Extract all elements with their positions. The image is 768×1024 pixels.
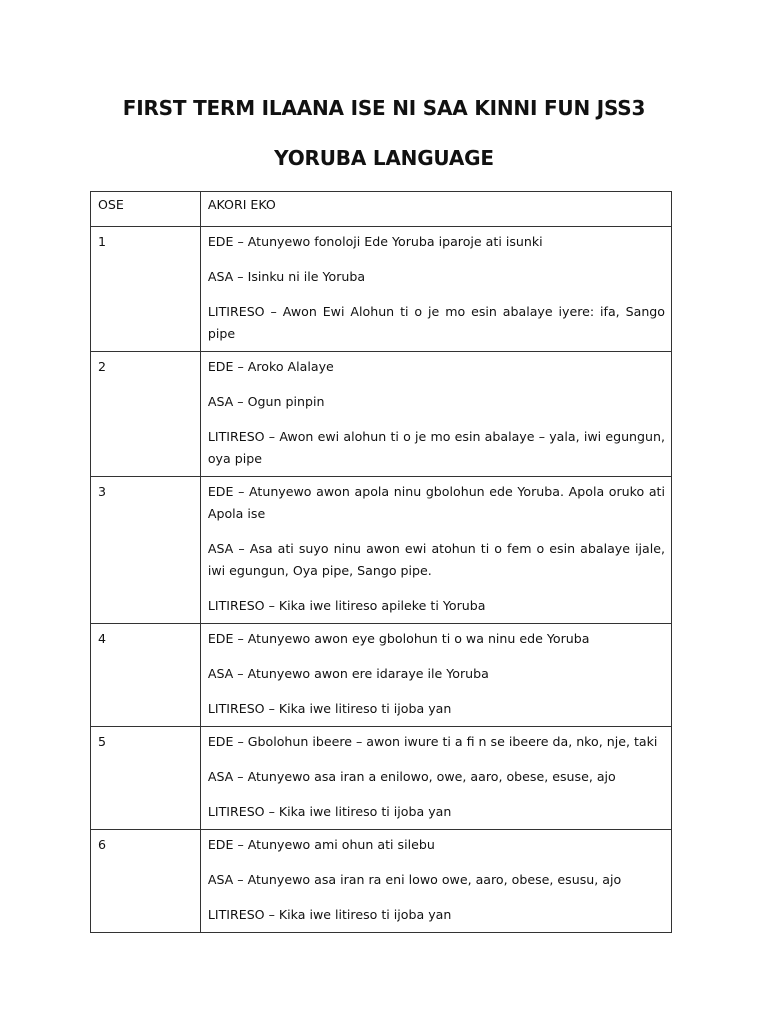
table-row	[91, 227, 672, 352]
topic-ede: EDE – Atunyewo fonoloji Ede Yoruba iparoje ati isunki	[207, 234, 543, 249]
week-cell: 5	[91, 727, 201, 830]
week-cell: 1	[91, 227, 201, 352]
week-cell: 6	[91, 830, 201, 933]
topic-litireso: LITIRESO – Kika iwe litireso ti ijoba yan	[207, 701, 452, 716]
topic-litireso: LITIRESO – Kika iwe litireso ti ijoba yan	[207, 804, 452, 819]
header-week: OSE	[91, 192, 201, 227]
header-topic: AKORI EKO	[200, 192, 671, 227]
table-row	[91, 830, 672, 933]
topic-cell	[200, 352, 671, 477]
table-body	[91, 227, 672, 933]
week-cell: 4	[91, 624, 201, 727]
topic-ede: EDE – Atunyewo ami ohun ati silebu	[207, 837, 435, 852]
week-cell: 2	[91, 352, 201, 477]
week-cell: 3	[91, 477, 201, 624]
topic-cell	[200, 830, 671, 933]
topic-asa: ASA – Atunyewo asa iran a enilowo, owe, aaro, obese, esuse, ajo	[207, 769, 616, 784]
table-row	[91, 727, 672, 830]
topic-litireso: LITIRESO – Awon ewi alohun ti o je mo esin abalaye – yala, iwi egungun, oya pipe	[207, 429, 665, 466]
topic-ede: EDE – Atunyewo awon eye gbolohun ti o wa ninu ede Yoruba	[207, 631, 590, 646]
topic-cell	[200, 727, 671, 830]
topic-asa: ASA – Isinku ni ile Yoruba	[207, 269, 366, 284]
topic-asa: ASA – Atunyewo awon ere idaraye ile Yoruba	[207, 666, 489, 681]
topic-asa: ASA – Atunyewo asa iran ra eni lowo owe, aaro, obese, esusu, ajo	[207, 872, 622, 887]
scheme-of-work-table	[90, 191, 672, 933]
topic-cell	[200, 227, 671, 352]
table-row	[91, 477, 672, 624]
topic-ede: EDE – Gbolohun ibeere – awon iwure ti a fi n se ibeere da, nko, nje, taki	[207, 734, 658, 749]
document-title: FIRST TERM ILAANA ISE NI SAA KINNI FUN JSS3	[122, 96, 646, 120]
topic-litireso: LITIRESO – Awon Ewi Alohun ti o je mo esin abalaye iyere: ifa, Sango pipe	[207, 304, 665, 341]
topic-cell	[200, 624, 671, 727]
topic-litireso: LITIRESO – Kika iwe litireso apileke ti Yoruba	[207, 598, 486, 613]
topic-cell	[200, 477, 671, 624]
topic-ede: EDE – Atunyewo awon apola ninu gbolohun ede Yoruba. Apola oruko ati Apola ise	[207, 484, 665, 521]
table-row	[91, 352, 672, 477]
topic-asa: ASA – Ogun pinpin	[207, 394, 325, 409]
document-subtitle: YORUBA LANGUAGE	[274, 146, 494, 170]
topic-asa: ASA – Asa ati suyo ninu awon ewi atohun ti o fem o esin abalaye ijale, iwi egungun, Oya pipe, Sango pipe.	[207, 541, 665, 578]
table-row	[91, 624, 672, 727]
table-header-row	[91, 192, 672, 227]
topic-ede: EDE – Aroko Alalaye	[207, 359, 334, 374]
topic-litireso: LITIRESO – Kika iwe litireso ti ijoba yan	[207, 907, 452, 922]
